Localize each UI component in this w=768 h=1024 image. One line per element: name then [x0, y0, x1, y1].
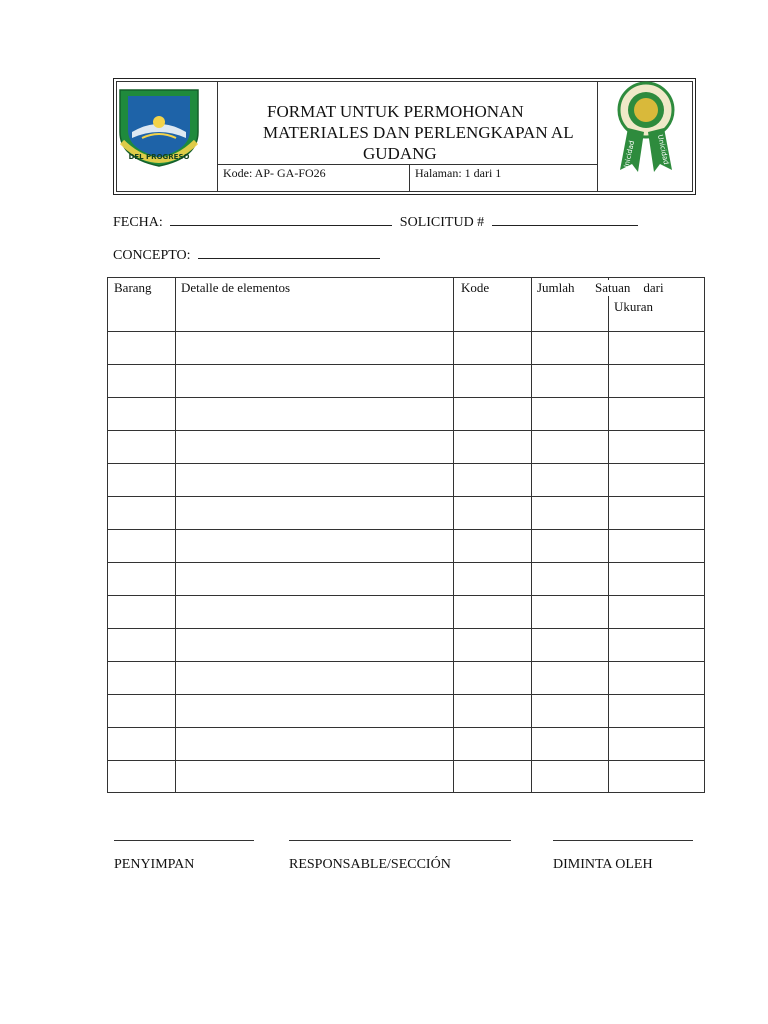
table-row[interactable]: [108, 694, 704, 695]
form-code: Kode: AP- GA-FO26: [223, 166, 326, 180]
header-satuan: Satuan dari: [595, 280, 664, 295]
logo-left-text: DEL PROGRESO: [128, 153, 190, 161]
form-title-line-3: GUDANG: [363, 144, 437, 163]
col-divider-4: [608, 278, 609, 792]
header-barang: Barang: [114, 280, 152, 295]
table-row[interactable]: [108, 430, 704, 431]
table-row[interactable]: [108, 628, 704, 629]
header-ukuran: Ukuran: [614, 299, 653, 314]
table-row[interactable]: [108, 463, 704, 464]
signature-label-penyimpan: PENYIMPAN: [114, 857, 195, 872]
solicitud-input-line[interactable]: [492, 212, 638, 226]
signature-line-penyimpan[interactable]: [114, 840, 254, 841]
col-divider-2: [453, 278, 454, 792]
header-jumlah: Jumlah: [537, 280, 575, 295]
institution-shield-logo: [114, 86, 204, 173]
concepto-label: CONCEPTO:: [113, 248, 191, 263]
header-detalle: Detalle de elementos: [181, 280, 291, 295]
table-row[interactable]: [108, 595, 704, 596]
header-divider-left: [217, 82, 218, 191]
col-divider-1: [175, 278, 176, 792]
col-divider-3: [531, 278, 532, 792]
solicitud-label: SOLICITUD #: [399, 215, 485, 230]
table-row[interactable]: [108, 496, 704, 497]
fecha-label: FECHA:: [113, 215, 163, 230]
fecha-input-line[interactable]: [170, 212, 392, 226]
signature-label-diminta: DIMINTA OLEH: [553, 857, 653, 872]
concepto-row: [113, 245, 380, 264]
table-row[interactable]: [108, 397, 704, 398]
fecha-row: [113, 212, 638, 231]
header-meta-divider: [217, 164, 597, 165]
signature-label-responsable: RESPONSABLE/SECCIÓN: [289, 857, 451, 872]
table-row[interactable]: [108, 331, 704, 332]
form-page: Halaman: 1 dari 1: [415, 166, 502, 180]
form-title-line-1: FORMAT UNTUK PERMOHONAN: [267, 102, 524, 121]
signature-line-diminta[interactable]: [553, 840, 693, 841]
table-row[interactable]: [108, 562, 704, 563]
table-row[interactable]: [108, 661, 704, 662]
table-row[interactable]: [108, 727, 704, 728]
ribbon-right-text: Unicidad: [655, 133, 671, 166]
table-row[interactable]: [108, 364, 704, 365]
form-title-line-2: MATERIALES DAN PERLENGKAPAN AL: [263, 123, 574, 142]
ribbon-left-text: Unicidad: [621, 139, 637, 172]
quality-seal-logo: [598, 80, 694, 181]
table-row[interactable]: [108, 529, 704, 530]
header-kode: Kode: [461, 280, 490, 295]
signature-line-responsable[interactable]: [289, 840, 511, 841]
header-meta-separator: [409, 164, 410, 191]
concepto-input-line[interactable]: [198, 245, 380, 259]
items-table: [107, 277, 705, 793]
table-row[interactable]: [108, 760, 704, 761]
